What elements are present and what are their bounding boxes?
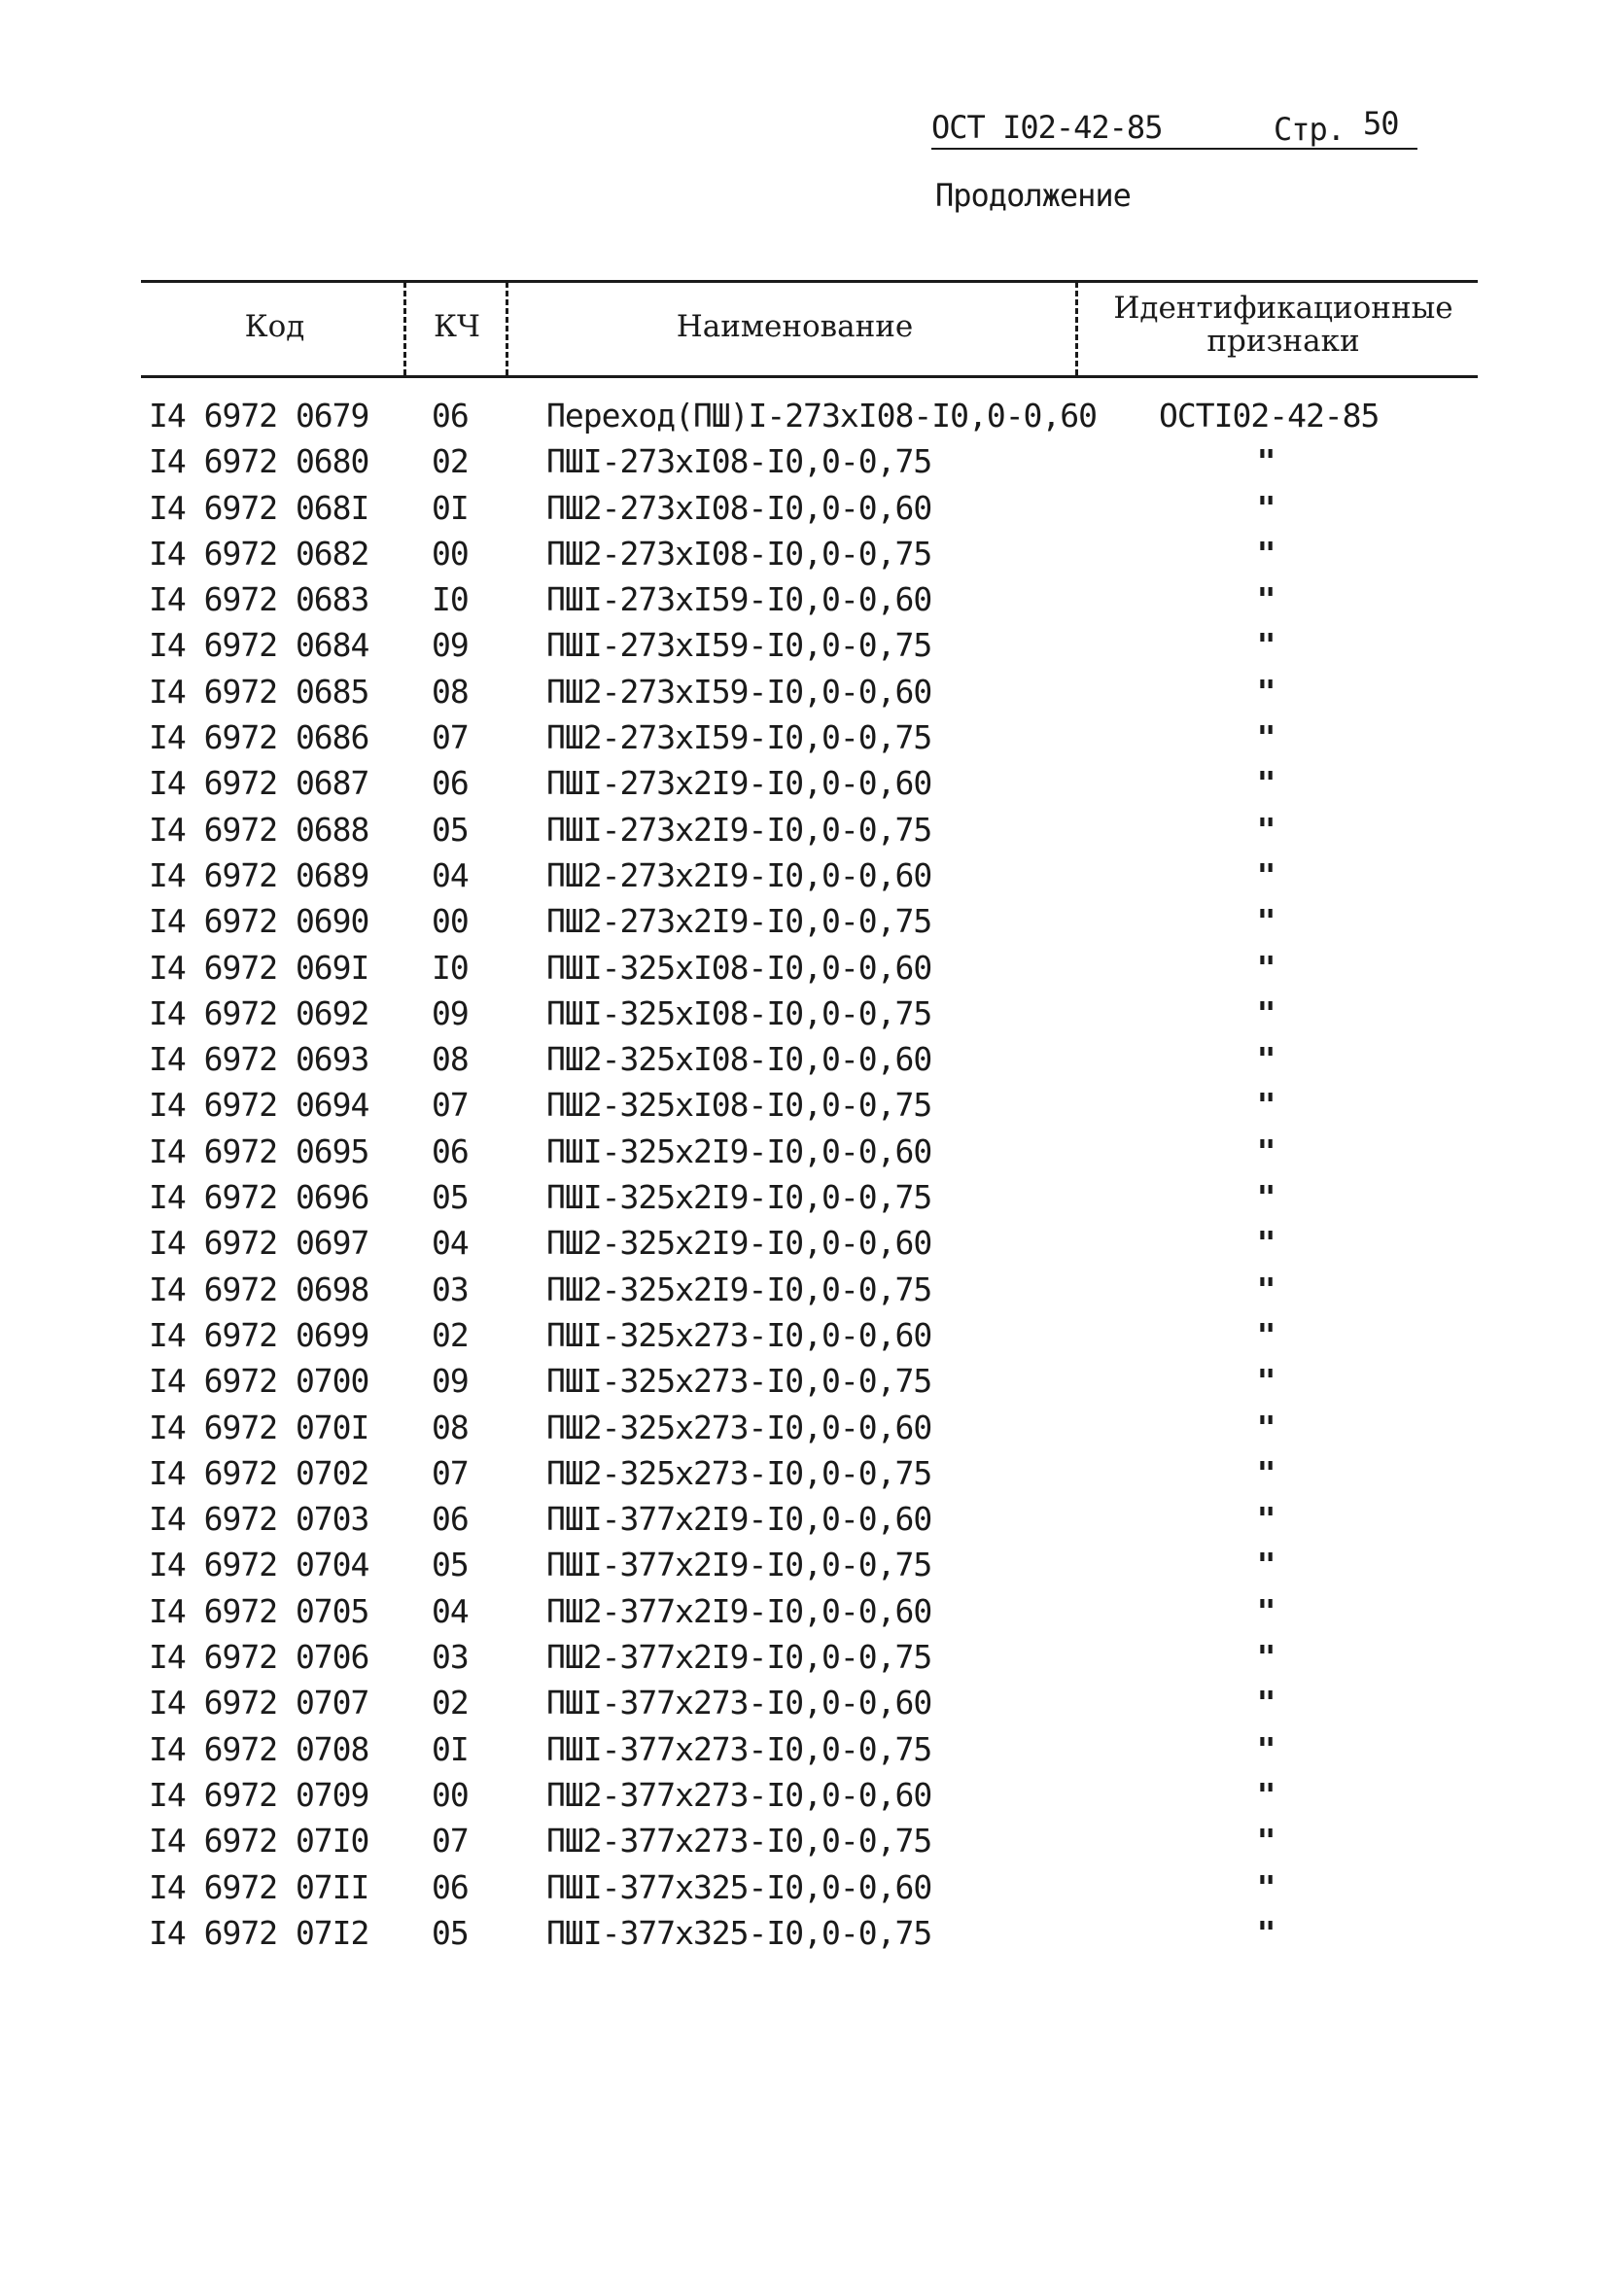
row-ident-ditto: " — [1256, 1362, 1276, 1401]
header-underline — [931, 148, 1417, 150]
row-name: ПШI-325x2I9-I0,0-0,75 — [546, 1178, 932, 1217]
row-kch: 07 — [432, 1086, 469, 1125]
row-name: ПШI-377x325-I0,0-0,75 — [546, 1913, 932, 1952]
row-code: I4 6972 0680 — [149, 442, 369, 481]
row-kch: I0 — [432, 580, 469, 619]
row-ident-ditto: " — [1256, 580, 1276, 619]
row-code: I4 6972 0696 — [149, 1178, 369, 1217]
table-row — [0, 1178, 1608, 1224]
table-row — [0, 673, 1608, 718]
row-code: I4 6972 0682 — [149, 534, 369, 573]
row-code: I4 6972 069I — [149, 948, 369, 987]
row-ident-ditto: " — [1256, 626, 1276, 665]
table-row — [0, 1638, 1608, 1684]
row-name: ПШ2-273x2I9-I0,0-0,75 — [546, 902, 932, 941]
row-code: I4 6972 07I0 — [149, 1822, 369, 1861]
row-kch: 05 — [432, 810, 469, 849]
table-row — [0, 994, 1608, 1040]
row-name: ПШI-377x2I9-I0,0-0,75 — [546, 1546, 932, 1584]
row-kch: 06 — [432, 1867, 469, 1906]
row-code: I4 6972 0679 — [149, 397, 369, 435]
row-ident-ditto: " — [1256, 1591, 1276, 1630]
column-header-ident — [1084, 292, 1483, 358]
row-code: I4 6972 0695 — [149, 1131, 369, 1170]
row-name: ПШ2-377x2I9-I0,0-0,60 — [546, 1591, 932, 1630]
column-header-code: Код — [244, 309, 305, 344]
table-row — [0, 1316, 1608, 1362]
row-kch: 08 — [432, 1408, 469, 1446]
table-row — [0, 1684, 1608, 1729]
row-kch: 0I — [432, 1729, 469, 1768]
table-row — [0, 1409, 1608, 1454]
table-row — [0, 1868, 1608, 1914]
row-name: ПШI-377x273-I0,0-0,75 — [546, 1729, 932, 1768]
row-code: I4 6972 0705 — [149, 1591, 369, 1630]
table-body — [0, 397, 1608, 1960]
page-number: 50 — [1363, 105, 1399, 142]
row-name: ПШI-325xI08-I0,0-0,75 — [546, 993, 932, 1032]
row-ident-ditto: " — [1256, 810, 1276, 849]
row-code: I4 6972 0707 — [149, 1684, 369, 1722]
row-ident-ditto: " — [1256, 1224, 1276, 1263]
row-ident-ditto: " — [1256, 993, 1276, 1032]
row-kch: 06 — [432, 1500, 469, 1539]
row-kch: 09 — [432, 993, 469, 1032]
table-row — [0, 949, 1608, 994]
row-ident-ditto: " — [1256, 1408, 1276, 1446]
row-code: I4 6972 0685 — [149, 672, 369, 711]
row-ident-ditto: " — [1256, 1270, 1276, 1308]
row-kch: 07 — [432, 1453, 469, 1492]
table-row — [0, 535, 1608, 580]
row-name: ПШI-273xI59-I0,0-0,75 — [546, 626, 932, 665]
table-row — [0, 764, 1608, 810]
column-separator — [1075, 282, 1078, 375]
row-ident-ditto: " — [1256, 1500, 1276, 1539]
row-code: I4 6972 07II — [149, 1867, 369, 1906]
table-row — [0, 1454, 1608, 1500]
row-ident-ditto: " — [1256, 1086, 1276, 1125]
row-kch: 03 — [432, 1270, 469, 1308]
row-ident-ditto: " — [1256, 1729, 1276, 1768]
table-row — [0, 1914, 1608, 1960]
row-name: ПШ2-377x273-I0,0-0,60 — [546, 1775, 932, 1814]
row-kch: 04 — [432, 1591, 469, 1630]
row-kch: 09 — [432, 626, 469, 665]
row-code: I4 6972 0686 — [149, 718, 369, 757]
row-name: ПШ2-273xI08-I0,0-0,60 — [546, 488, 932, 527]
row-name: ПШI-377x325-I0,0-0,60 — [546, 1867, 932, 1906]
row-code: I4 6972 0697 — [149, 1224, 369, 1263]
table-row — [0, 580, 1608, 626]
row-kch: 00 — [432, 902, 469, 941]
row-name: ПШ2-325xI08-I0,0-0,75 — [546, 1086, 932, 1125]
row-name: ПШI-273x2I9-I0,0-0,60 — [546, 764, 932, 803]
row-name: ПШ2-377x273-I0,0-0,75 — [546, 1822, 932, 1861]
table-header-rule — [141, 375, 1478, 378]
row-name: ПШI-325x273-I0,0-0,60 — [546, 1315, 932, 1354]
row-kch: 08 — [432, 672, 469, 711]
row-ident-ditto: " — [1256, 1453, 1276, 1492]
column-header-ident-line1: Идентификационные — [1113, 291, 1453, 326]
row-code: I4 6972 0694 — [149, 1086, 369, 1125]
row-kch: 02 — [432, 1315, 469, 1354]
row-name: ПШ2-273xI59-I0,0-0,60 — [546, 672, 932, 711]
row-ident-ditto: " — [1256, 718, 1276, 757]
row-ident-ditto: " — [1256, 442, 1276, 481]
row-kch: 02 — [432, 1684, 469, 1722]
row-ident-ditto: " — [1256, 1315, 1276, 1354]
row-ident-ditto: " — [1256, 1638, 1276, 1677]
table-row — [0, 397, 1608, 442]
column-separator — [403, 282, 406, 375]
table-top-rule — [141, 280, 1478, 283]
row-kch: 02 — [432, 442, 469, 481]
table-row — [0, 1132, 1608, 1178]
row-name: ПШI-273xI08-I0,0-0,75 — [546, 442, 932, 481]
row-code: I4 6972 0702 — [149, 1453, 369, 1492]
row-kch: 03 — [432, 1638, 469, 1677]
row-code: I4 6972 0704 — [149, 1546, 369, 1584]
row-ident-ditto: " — [1256, 1684, 1276, 1722]
row-ident-ditto: " — [1256, 855, 1276, 894]
table-row — [0, 1270, 1608, 1316]
row-ident-ditto: " — [1256, 948, 1276, 987]
column-separator — [506, 282, 508, 375]
row-name: ПШ2-325x2I9-I0,0-0,60 — [546, 1224, 932, 1263]
column-header-kch: КЧ — [434, 309, 480, 344]
row-kch: 09 — [432, 1362, 469, 1401]
row-code: I4 6972 0706 — [149, 1638, 369, 1677]
row-ident: ОСТI02-42-85 — [1159, 397, 1380, 435]
row-name: ПШ2-377x2I9-I0,0-0,75 — [546, 1638, 932, 1677]
table-row — [0, 1546, 1608, 1591]
row-name: ПШI-273xI59-I0,0-0,60 — [546, 580, 932, 619]
row-code: I4 6972 07I2 — [149, 1913, 369, 1952]
row-ident-ditto: " — [1256, 1131, 1276, 1170]
column-header-name: Наименование — [676, 309, 914, 344]
row-kch: 06 — [432, 397, 469, 435]
row-kch: 07 — [432, 1822, 469, 1861]
row-code: I4 6972 0693 — [149, 1040, 369, 1079]
table-row — [0, 811, 1608, 856]
row-kch: I0 — [432, 948, 469, 987]
row-ident-ditto: " — [1256, 1546, 1276, 1584]
row-code: I4 6972 0698 — [149, 1270, 369, 1308]
row-code: I4 6972 0683 — [149, 580, 369, 619]
row-kch: 05 — [432, 1546, 469, 1584]
row-ident-ditto: " — [1256, 1822, 1276, 1861]
row-code: I4 6972 0700 — [149, 1362, 369, 1401]
row-name: ПШI-325x2I9-I0,0-0,60 — [546, 1131, 932, 1170]
continuation-label: Продолжение — [935, 177, 1131, 214]
table-row — [0, 442, 1608, 488]
row-code: I4 6972 0708 — [149, 1729, 369, 1768]
row-code: I4 6972 068I — [149, 488, 369, 527]
row-name: ПШ2-273xI08-I0,0-0,75 — [546, 534, 932, 573]
row-ident-ditto: " — [1256, 1178, 1276, 1217]
row-ident-ditto: " — [1256, 672, 1276, 711]
row-kch: 05 — [432, 1913, 469, 1952]
table-row — [0, 1500, 1608, 1546]
row-code: I4 6972 0687 — [149, 764, 369, 803]
row-name: ПШ2-325x2I9-I0,0-0,75 — [546, 1270, 932, 1308]
row-ident-ditto: " — [1256, 1913, 1276, 1952]
row-name: ПШI-325xI08-I0,0-0,60 — [546, 948, 932, 987]
table-row — [0, 1040, 1608, 1086]
table-row — [0, 1730, 1608, 1776]
table-row — [0, 1776, 1608, 1822]
row-name: ПШI-377x2I9-I0,0-0,60 — [546, 1500, 932, 1539]
table-row — [0, 489, 1608, 535]
row-name: ПШ2-325x273-I0,0-0,75 — [546, 1453, 932, 1492]
row-kch: 05 — [432, 1178, 469, 1217]
row-code: I4 6972 0709 — [149, 1775, 369, 1814]
page-label: Стр. — [1274, 111, 1346, 148]
row-ident-ditto: " — [1256, 488, 1276, 527]
row-kch: 06 — [432, 764, 469, 803]
row-code: I4 6972 0688 — [149, 810, 369, 849]
row-ident-ditto: " — [1256, 902, 1276, 941]
row-code: I4 6972 070I — [149, 1408, 369, 1446]
standard-designation: ОСТ I02-42-85 — [931, 109, 1163, 146]
table-row — [0, 1362, 1608, 1408]
row-kch: 06 — [432, 1131, 469, 1170]
row-name: ПШI-377x273-I0,0-0,60 — [546, 1684, 932, 1722]
row-kch: 07 — [432, 718, 469, 757]
table-row — [0, 902, 1608, 948]
row-kch: 00 — [432, 534, 469, 573]
row-ident-ditto: " — [1256, 1775, 1276, 1814]
table-row — [0, 1822, 1608, 1867]
table-row — [0, 1592, 1608, 1638]
row-code: I4 6972 0689 — [149, 855, 369, 894]
row-ident-ditto: " — [1256, 1040, 1276, 1079]
column-header-ident-line2: признаки — [1206, 324, 1360, 359]
row-kch: 0I — [432, 488, 469, 527]
row-name: ПШ2-273x2I9-I0,0-0,60 — [546, 855, 932, 894]
row-name: ПШI-273x2I9-I0,0-0,75 — [546, 810, 932, 849]
row-kch: 00 — [432, 1775, 469, 1814]
table-row — [0, 1224, 1608, 1270]
row-name: ПШ2-325x273-I0,0-0,60 — [546, 1408, 932, 1446]
row-ident-ditto: " — [1256, 534, 1276, 573]
row-name: ПШI-325x273-I0,0-0,75 — [546, 1362, 932, 1401]
row-ident-ditto: " — [1256, 1867, 1276, 1906]
row-code: I4 6972 0684 — [149, 626, 369, 665]
row-name: ПШ2-325xI08-I0,0-0,60 — [546, 1040, 932, 1079]
table-row — [0, 626, 1608, 672]
row-kch: 04 — [432, 855, 469, 894]
row-kch: 04 — [432, 1224, 469, 1263]
row-name: ПШ2-273xI59-I0,0-0,75 — [546, 718, 932, 757]
row-code: I4 6972 0692 — [149, 993, 369, 1032]
row-name: Переход(ПШ)I-273xI08-I0,0-0,60 — [546, 397, 1098, 435]
row-code: I4 6972 0703 — [149, 1500, 369, 1539]
row-code: I4 6972 0699 — [149, 1315, 369, 1354]
table-row — [0, 856, 1608, 902]
row-ident-ditto: " — [1256, 764, 1276, 803]
row-code: I4 6972 0690 — [149, 902, 369, 941]
table-row — [0, 718, 1608, 764]
row-kch: 08 — [432, 1040, 469, 1079]
table-row — [0, 1086, 1608, 1131]
